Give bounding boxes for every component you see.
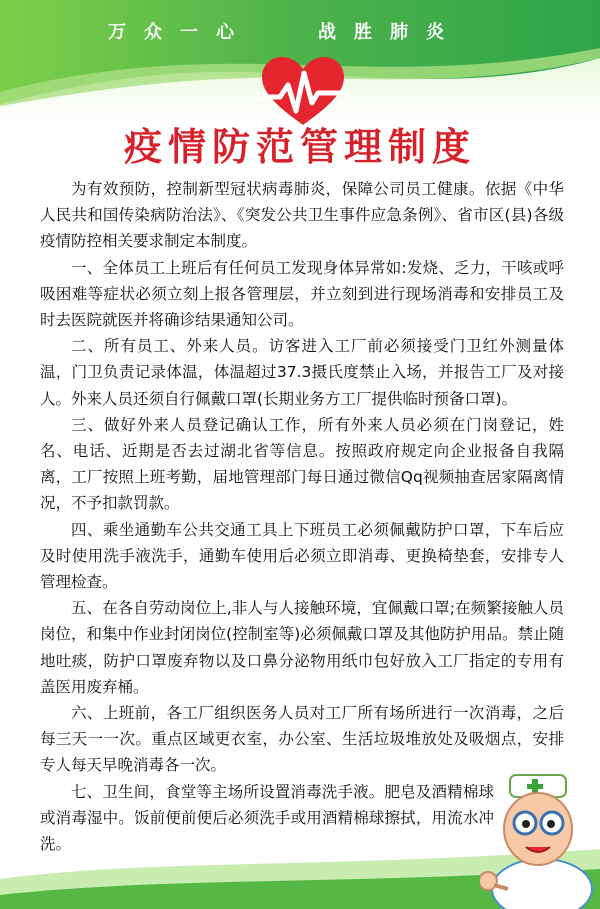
slogan-banner	[0, 18, 600, 48]
slogan-left: 万众一心	[108, 22, 252, 43]
rule-4: 四、乘坐通勤车公共交通工具上下班员工必须佩戴防护口罩，下车后应及时使用洗手液洗手，通勤车使用后必须立即消毒、更换椅垫套，安排专人管理检查。	[40, 520, 564, 592]
slogan-right: 战胜肺炎	[318, 22, 462, 43]
rule-5: 五、在各自劳动岗位上,非人与人接触环境，宜佩戴口罩;在频繁接触人员岗位，和集中作业封闭岗位(控制室等)必须佩戴口罩及其他防护用品。禁止随地吐痰，防护口罩废弃物以及口鼻分泌物用纸巾包好放入工厂指定的专用有盖医用废弃桶。	[40, 599, 564, 696]
rule-7: 七、卫生间，食堂等主场所设置消毒洗手液。肥皂及酒精棉球或消毒湿中。饭前便前便后必须洗手或用酒精棉球擦拭，用流水冲洗。	[40, 782, 494, 854]
rule-1: 一、全体员工上班后有任何员工发现身体异常如:发烧、乏力，干咳或呼吸困难等症状必须立刻上报各管理层，并立刻到进行现场消毒和安排员工及时去医院就医并将确诊结果通知公司。	[40, 258, 564, 330]
intro-paragraph: 为有效预防，控制新型冠状病毒肺炎，保障公司员工健康。依据《中华人民共和国传染病防治法》、《突发公共卫生事件应急条例》、省市区(县)各级疫情防控相关要求制定本制度。	[40, 180, 564, 251]
rule-3: 三、做好外来人员登记确认工作，所有外来人员必须在门岗登记，姓名、电话、近期是否去过湖北省等信息。按照政府规定向企业报备自我隔离，工厂按照上班考勤，届地管理部门每日通过微信Qq视频抽查居家隔离情况，不予扣款罚款。	[40, 415, 564, 513]
doctor-cartoon	[480, 769, 600, 909]
rule-6: 六、上班前，各工厂组织医务人员对工厂所有场所进行一次消毒，之后每三天一一次。重点区域更衣室，办公室、生活垃圾堆放处及吸烟点，安排专人每天早晚消毒各一次。	[40, 704, 564, 775]
page-title: 疫情防范管理制度	[123, 124, 476, 169]
regulation-body	[40, 176, 564, 857]
rule-2: 二、所有员工、外来人员。访客进入工厂前必须接受门卫红外测量体温，门卫负责记录体温，体温超过37.3摄氏度禁止入场，并报告工厂及对接人。外来人员还须自行佩戴口罩(长期业务方工厂提供临时预备口罩)。	[40, 337, 564, 408]
